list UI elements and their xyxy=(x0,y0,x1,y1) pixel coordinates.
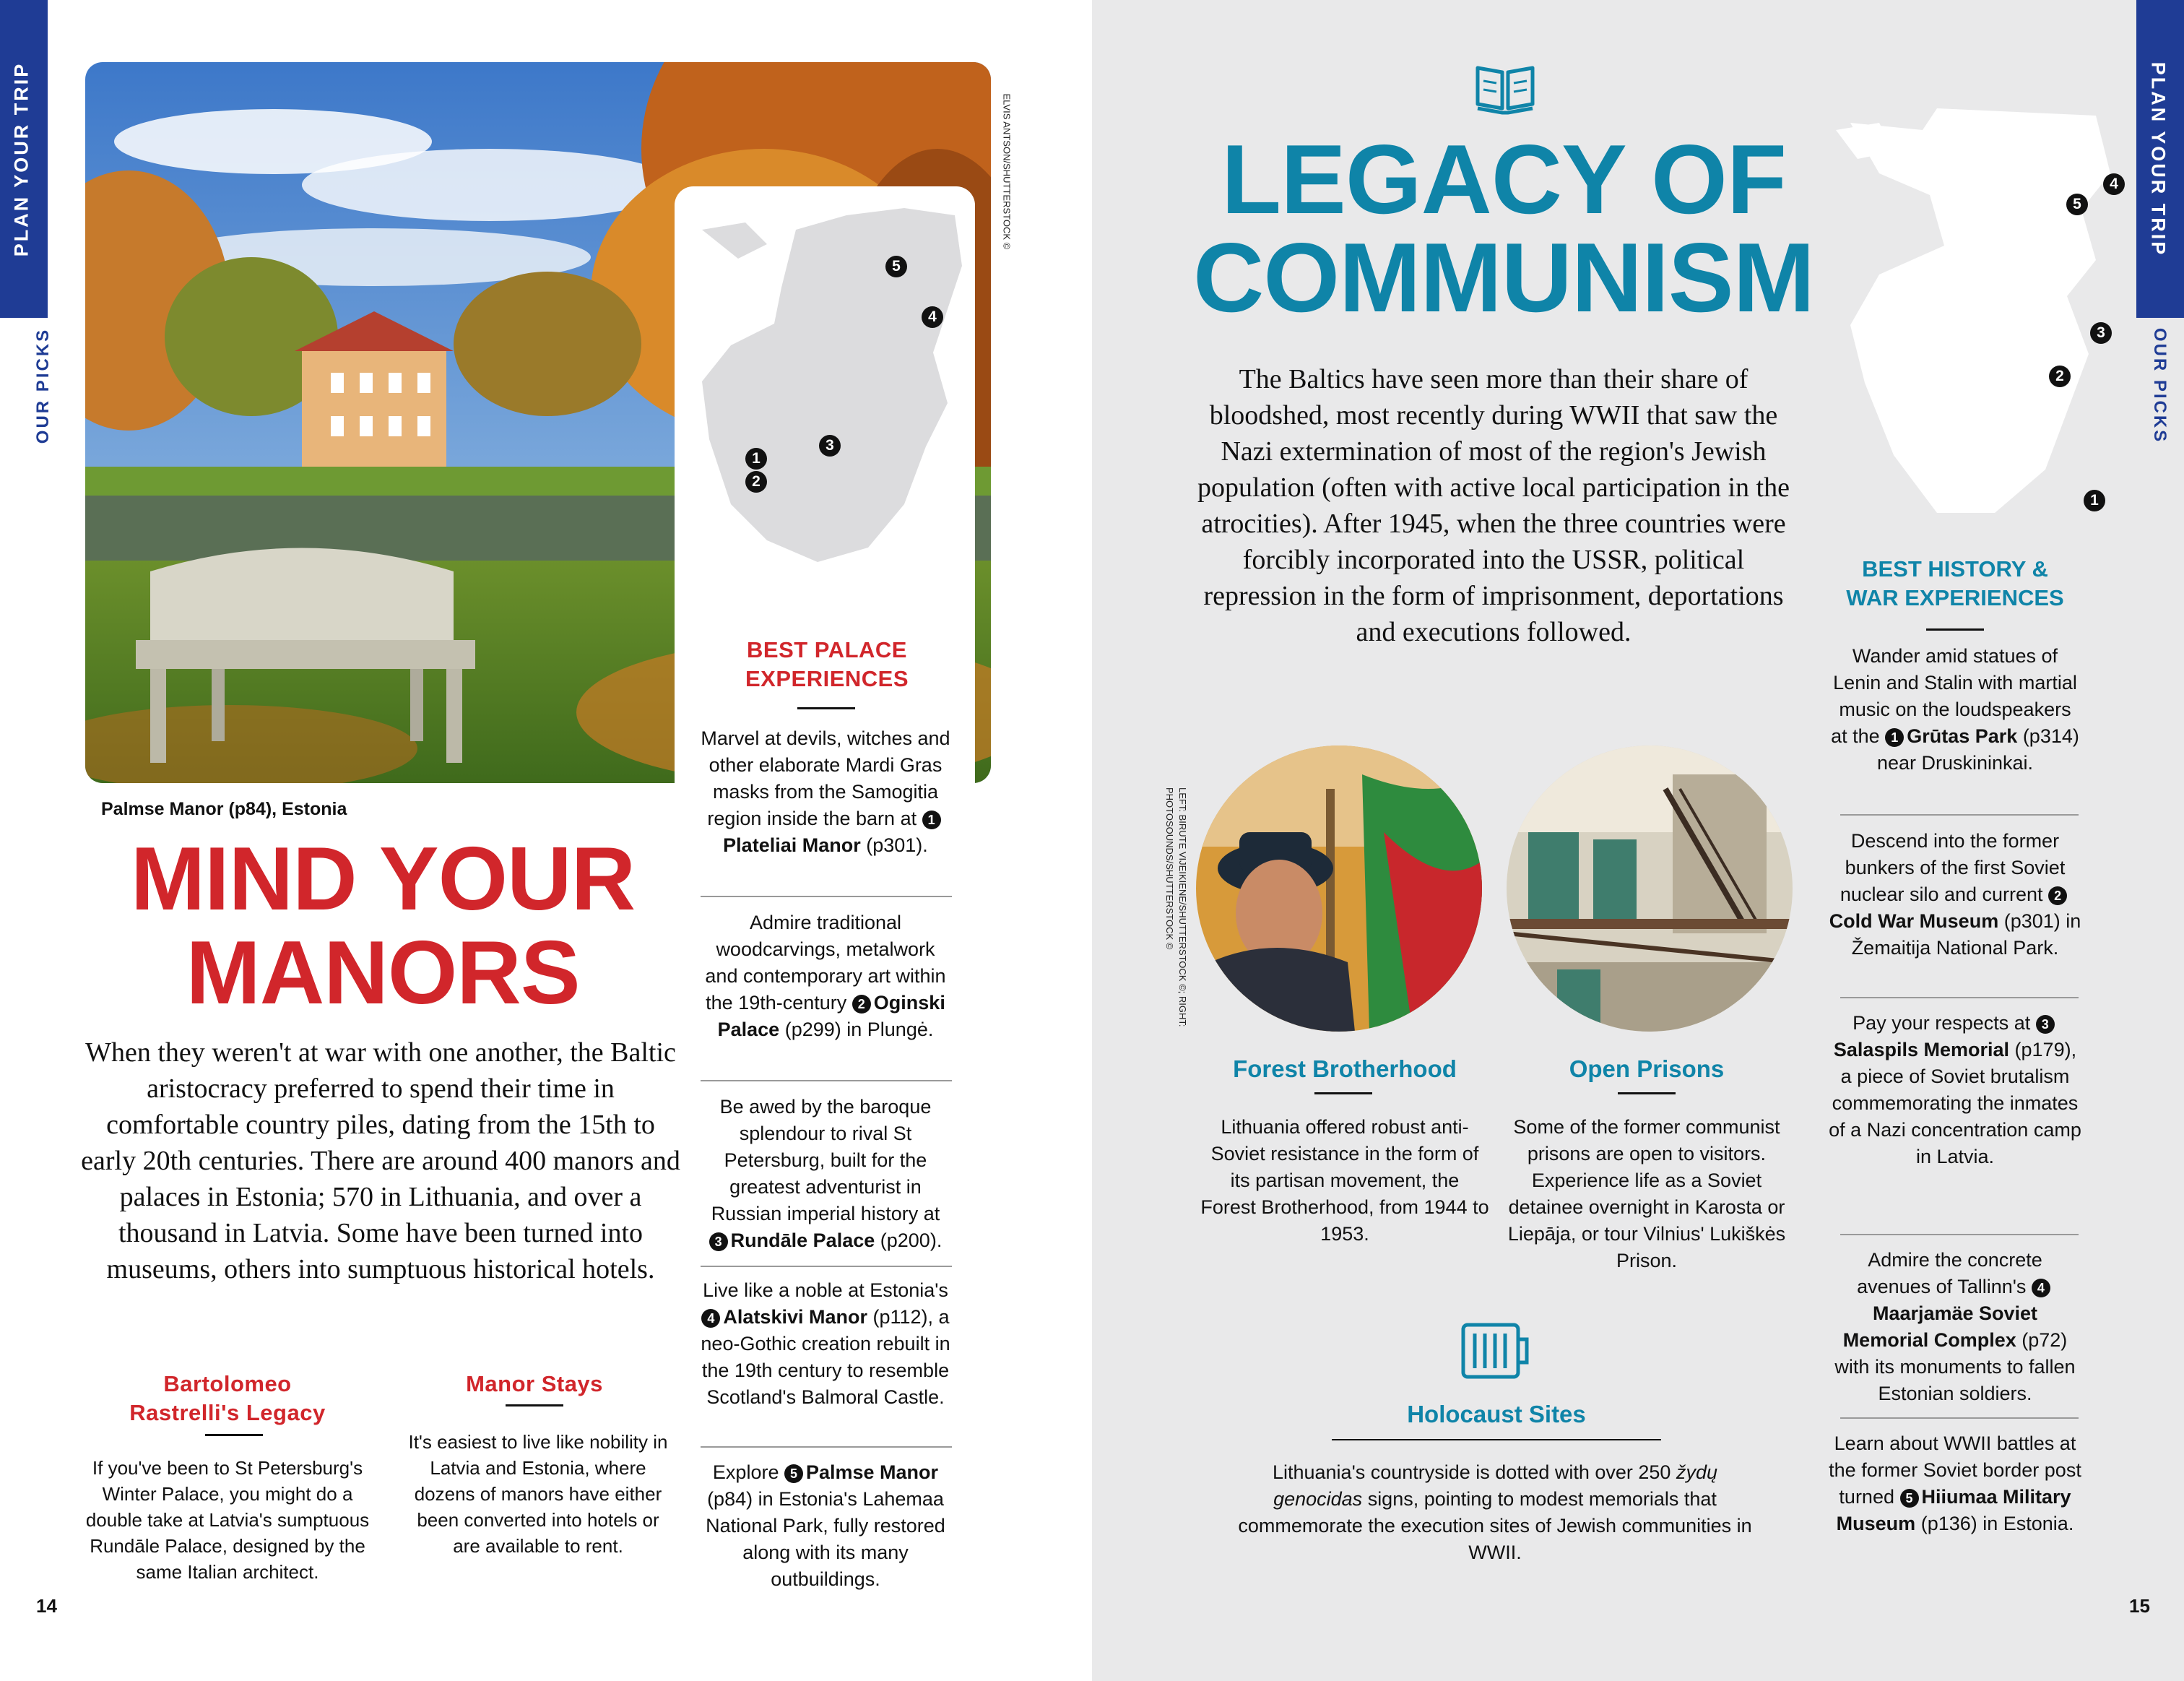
palace-pick-3: Be awed by the baroque splendour to rival St Petersburg, built for the greatest adventurist in Russian imperial history at 3 Rundāle Palace (p200). xyxy=(699,1094,952,1254)
map-marker-4: 4 xyxy=(922,306,943,328)
pick-divider xyxy=(1840,1417,2079,1419)
section-tab-label: PLAN YOUR TRIP xyxy=(2147,61,2170,257)
map-marker-1: 1 xyxy=(745,448,767,470)
subsection-label: OUR PICKS xyxy=(33,327,53,444)
forest-brotherhood-photo xyxy=(1196,746,1482,1032)
section-tab-left xyxy=(0,0,48,318)
history-pick-2: Descend into the former bunkers of the first Soviet nuclear silo and current 2Cold War Museum (p301) in Žemaitija National Park. xyxy=(1829,830,2081,959)
page-title-line1: MIND YOUR xyxy=(130,829,636,929)
pick-number-badge: 1 xyxy=(922,811,941,829)
subsection-label: OUR PICKS xyxy=(2150,327,2170,444)
section-tab-label: PLAN YOUR TRIP xyxy=(10,61,32,257)
pick-name: Palmse Manor xyxy=(805,1461,939,1483)
feature-manor-stays-rule xyxy=(506,1404,563,1406)
pick-divider xyxy=(1840,1234,2079,1235)
page-title xyxy=(1179,124,1829,332)
pick-name: Rundāle Palace xyxy=(730,1230,875,1251)
feature-rastrelli-rule xyxy=(205,1434,263,1436)
pick-divider xyxy=(701,1446,952,1448)
pick-name: Plateliai Manor xyxy=(723,834,861,856)
memorial-plaque-icon xyxy=(1459,1321,1531,1381)
history-picks-heading: BEST HISTORY & WAR EXPERIENCES xyxy=(1846,556,2064,610)
zydu-genocidas-term: žydų genocidas xyxy=(1273,1461,1718,1510)
pick-name: Grūtas Park xyxy=(1907,725,2018,747)
pick-number-badge: 2 xyxy=(852,995,871,1014)
open-book-icon xyxy=(1473,61,1537,117)
section-tab-right xyxy=(2136,0,2184,318)
pick-name: Salaspils Memorial xyxy=(1833,1039,2010,1060)
pick-divider xyxy=(1840,814,2079,816)
pick-name: Cold War Museum xyxy=(1829,910,1999,932)
map-marker-5: 5 xyxy=(2066,194,2088,215)
map-marker-2: 2 xyxy=(745,471,767,493)
map-marker-3: 3 xyxy=(2090,322,2112,344)
right-page xyxy=(1092,0,2184,1681)
feature-manor-stays-body: It's easiest to live like nobility in Latvia and Estonia, where dozens of manors have either been converted into hotels or are available to rent. xyxy=(408,1431,668,1557)
page-title-line2: COMMUNISM xyxy=(1193,222,1814,332)
intro-paragraph: The Baltics have seen more than their share of bloodshed, most recently during WWII that saw the Nazi extermination of most of the region's Jewish population (often with active local participation in the atrocities). After 1945, when the three countries were forcibly incorporated into the USSR, political repression in the form of imprisonment, deportations and executions followed. xyxy=(1197,364,1790,647)
baltic-map xyxy=(1836,108,2110,520)
feature-rastrelli-body: If you've been to St Petersburg's Winter Palace, you might do a double take at Latvia's sumptuous Rundāle Palace, designed by the same Italian architect. xyxy=(85,1457,370,1583)
map-marker-5: 5 xyxy=(885,256,907,277)
map-marker-1: 1 xyxy=(2084,490,2105,511)
page-title-line2: MANORS xyxy=(186,923,580,1023)
feature-forest-brotherhood-rule xyxy=(1314,1092,1372,1094)
palace-pick-5: Explore 5 Palmse Manor (p84) in Estonia's Lahemaa National Park, fully restored along with its many outbuildings. xyxy=(706,1461,945,1590)
feature-open-prisons-title: Open Prisons xyxy=(1569,1055,1725,1082)
pick-name: Oginski Palace xyxy=(717,992,945,1040)
holocaust-sites-body: Lithuania's countryside is dotted with over 250 žydų genocidas signs, pointing to modest memorials that commemorate the execution sites of Jewish communities in WWII. xyxy=(1238,1461,1752,1563)
pick-number-badge: 3 xyxy=(709,1232,728,1251)
pick-number-badge: 2 xyxy=(2048,886,2067,905)
pick-number-badge: 5 xyxy=(1900,1489,1919,1508)
man-with-flag-illustration xyxy=(1196,746,1482,1032)
pick-number-badge: 3 xyxy=(2036,1015,2055,1034)
palace-picks-heading: BEST PALACE EXPERIENCES xyxy=(745,637,909,691)
feature-open-prisons-rule xyxy=(1618,1092,1676,1094)
page-title-line1: LEGACY OF xyxy=(1221,124,1786,234)
pick-divider xyxy=(701,896,952,897)
palace-picks-heading-rule xyxy=(797,707,855,709)
map-marker-4: 4 xyxy=(2103,173,2125,195)
photo-credit: ELVIS ANTSON/SHUTTERSTOCK © xyxy=(1001,93,1013,250)
prison-interior-illustration xyxy=(1507,746,1793,1032)
map-marker-3: 3 xyxy=(819,435,841,457)
baltic-map xyxy=(688,201,962,605)
pick-divider xyxy=(1840,997,2079,998)
history-picks-heading-rule xyxy=(1926,628,1984,631)
pick-name: Alatskivi Manor xyxy=(723,1306,867,1328)
photo-caption: Palmse Manor (p84), Estonia xyxy=(101,799,347,819)
page-title xyxy=(72,829,693,1023)
photo-credit-rotated: LEFT: BIRUTE VIJEIKIENE/SHUTTERSTOCK ©; RIGHT: PHOTOSOUNDS/SHUTTERSTOCK © xyxy=(1164,787,1188,1027)
pick-name: Hiiumaa Military Museum xyxy=(1836,1486,2071,1534)
feature-open-prisons-body: Some of the former communist prisons are open to visitors. Experience life as a Soviet detainee overnight in Karosta or Liepāja, or tour Vilnius' Lukiškės Prison. xyxy=(1507,1116,1786,1271)
holocaust-sites-rule xyxy=(1332,1439,1661,1440)
page-number-left: 14 xyxy=(36,1595,57,1617)
map-marker-2: 2 xyxy=(2049,366,2071,387)
feature-forest-brotherhood-body: Lithuania offered robust anti-Soviet resistance in the form of its partisan movement, the Forest Brotherhood, from 1944 to 1953. xyxy=(1200,1116,1489,1245)
feature-forest-brotherhood-title: Forest Brotherhood xyxy=(1233,1055,1457,1082)
palace-pick-2: Admire traditional woodcarvings, metalwork and contemporary art within the 19th-century 2 Oginski Palace (p299) in Plungė. xyxy=(705,912,946,1040)
history-pick-5: Learn about WWII battles at the former Soviet border post turned 5 Hiiumaa Military Museum (p136) in Estonia. xyxy=(1829,1432,2081,1534)
palace-pick-1: Marvel at devils, witches and other elaborate Mardi Gras masks from the Samogitia region inside the barn at 1Plateliai Manor (p301). xyxy=(701,727,950,856)
pick-number-badge: 5 xyxy=(784,1464,803,1483)
pick-number-badge: 4 xyxy=(701,1309,720,1328)
pick-divider xyxy=(701,1266,952,1267)
pick-name: Maarjamäe Soviet Memorial Complex xyxy=(1842,1302,2038,1351)
pick-number-badge: 1 xyxy=(1885,728,1904,747)
history-pick-1: Wander amid statues of Lenin and Stalin with martial music on the loudspeakers at the 1 Grūtas Park (p314) near Druskininkai. xyxy=(1831,645,2079,774)
page-number-right: 15 xyxy=(2129,1595,2150,1617)
pick-number-badge: 4 xyxy=(2032,1279,2050,1297)
history-pick-3: Pay your respects at 3Salaspils Memorial (p179), a piece of Soviet brutalism commemorating the inmates of a Nazi concentration camp in Latvia. xyxy=(1829,1012,2081,1167)
palace-pick-4: Live like a noble at Estonia's 4 Alatskivi Manor (p112), a neo-Gothic creation rebuilt in the 19th century to resemble Scotland's Balmoral Castle. xyxy=(701,1279,950,1408)
feature-manor-stays-title: Manor Stays xyxy=(466,1371,603,1396)
open-prisons-photo xyxy=(1507,746,1793,1032)
intro-paragraph: When they weren't at war with one another, the Baltic aristocracy preferred to spend their time in comfortable country piles, dating from the 15th to early 20th centuries. There are around 400 manors and palaces in Estonia; 570 in Lithuania, and over a thousand in Latvia. Some have been turned into museums, others into sumptuous historical hotels. xyxy=(81,1037,680,1284)
feature-rastrelli-title: Bartolomeo Rastrelli's Legacy xyxy=(129,1371,326,1425)
history-pick-4: Admire the concrete avenues of Tallinn's 4Maarjamäe Soviet Memorial Complex (p72) with its monuments to fallen Estonian soldiers. xyxy=(1834,1249,2076,1404)
pick-divider xyxy=(701,1080,952,1081)
holocaust-sites-title: Holocaust Sites xyxy=(1407,1401,1586,1427)
